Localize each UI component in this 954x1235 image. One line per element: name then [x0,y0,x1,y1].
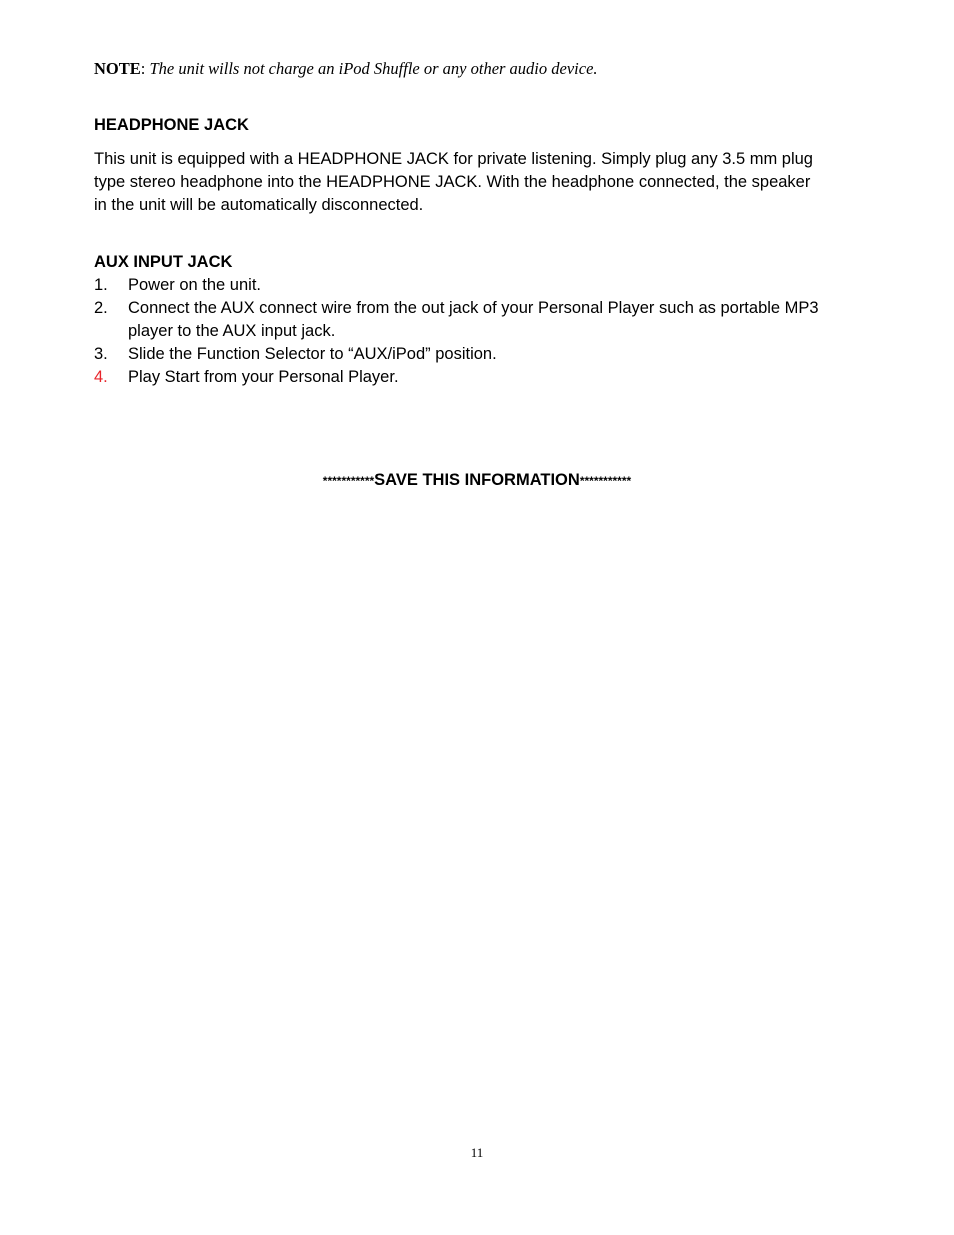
note-text: The unit wills not charge an iPod Shuffle or any other audio device. [149,59,598,78]
headphone-jack-paragraph [94,148,862,217]
stars-right: *********** [579,474,632,488]
aux-input-jack-heading: AUX INPUT JACK [94,253,233,271]
step-text: Slide the Function Selector to “AUX/iPod” position. [128,345,497,363]
note-separator: : [140,59,150,78]
aux-steps-list [94,274,874,389]
paragraph-line: type stereo headphone into the HEADPHONE JACK. With the headphone connected, the speaker [94,173,811,191]
step-text: Play Start from your Personal Player. [128,368,399,386]
list-item [94,343,874,366]
paragraph-line: in the unit will be automatically disconnected. [94,196,424,214]
step-text: Connect the AUX connect wire from the out jack of your Personal Player such as portable MP3 [128,299,819,317]
step-number-highlighted: 4. [94,368,108,386]
headphone-jack-heading: HEADPHONE JACK [94,116,249,134]
step-number: 3. [94,345,108,363]
save-information-notice [0,469,954,493]
step-text: Power on the unit. [128,276,261,294]
stars-left: *********** [322,474,375,488]
note [94,58,598,80]
list-item [94,274,874,297]
list-item [94,366,874,389]
paragraph-line: This unit is equipped with a HEADPHONE JACK for private listening. Simply plug any 3.5 mm plug [94,150,813,168]
page-number: 11 [470,1145,484,1160]
note-label: NOTE [94,59,141,78]
list-item [94,297,874,343]
save-text: SAVE THIS INFORMATION [374,471,580,489]
step-number: 2. [94,299,108,317]
step-number: 1. [94,276,108,294]
step-text: player to the AUX input jack. [128,322,336,340]
